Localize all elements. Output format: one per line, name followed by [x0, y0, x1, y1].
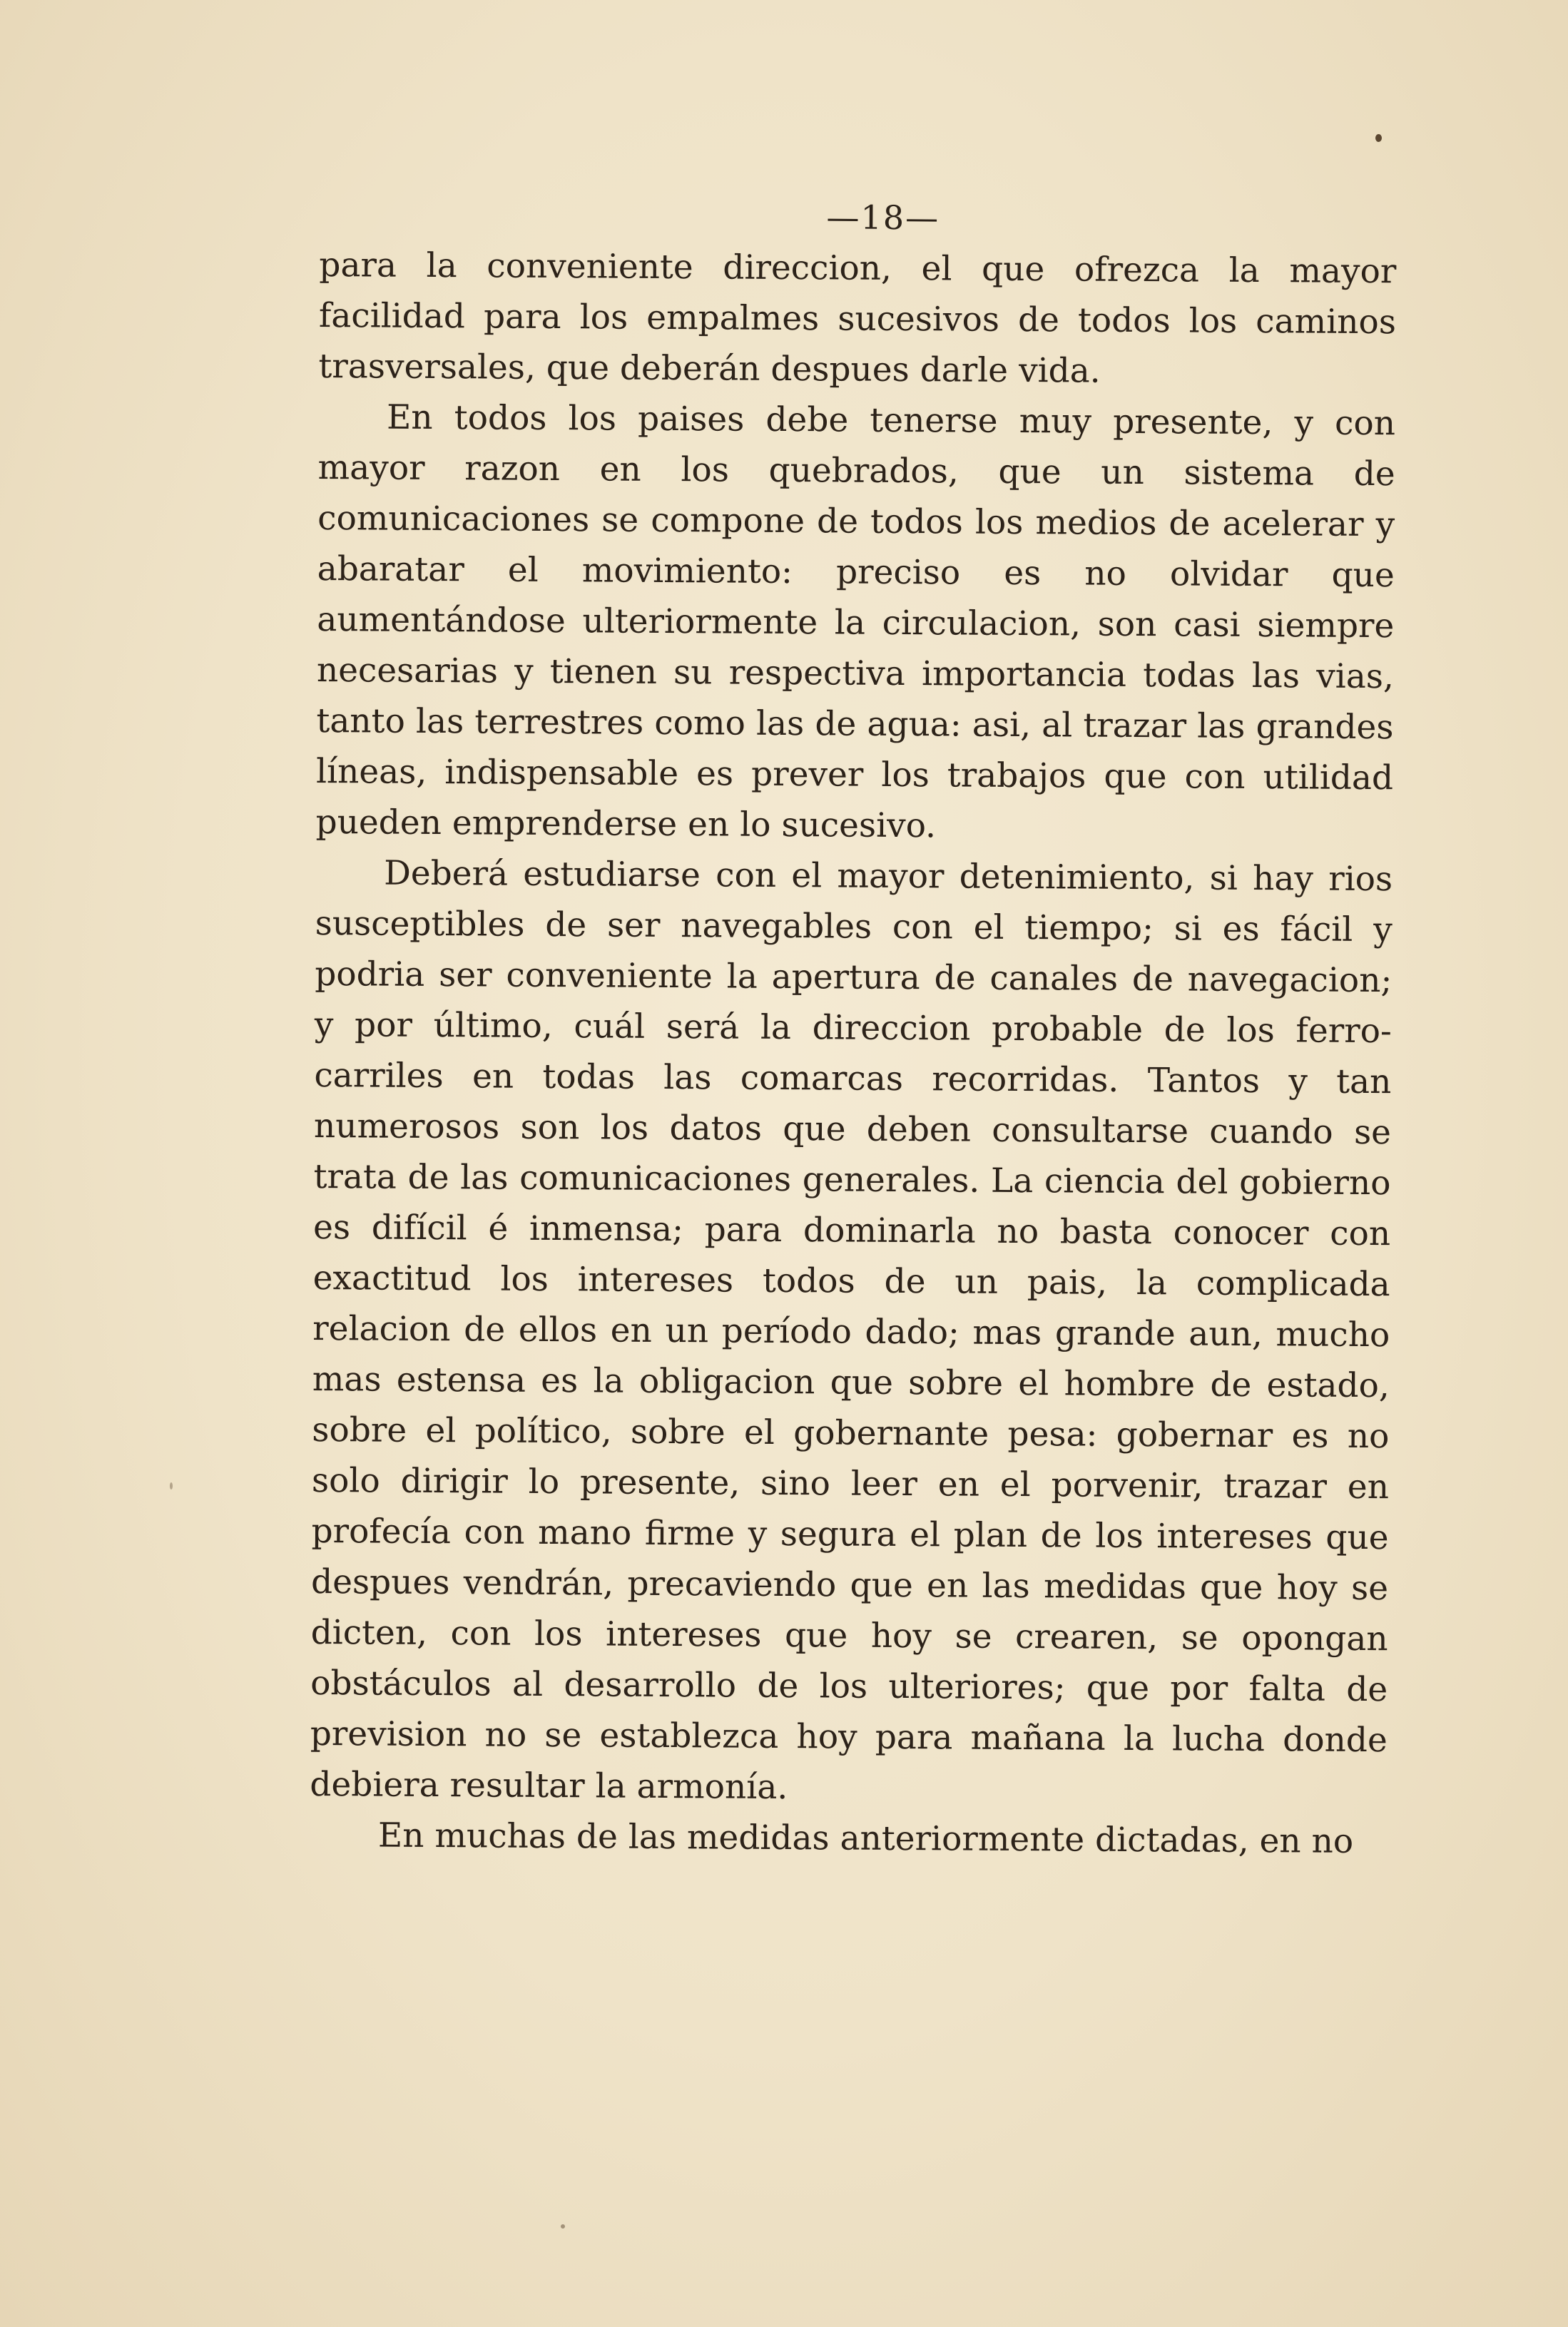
paragraph: Deberá estudiarse con el mayor detenimiento, si hay rios susceptibles de ser navegables con el tiempo; si es fácil y podria ser conveniente la apertura de canales de navegacion; y por último, cuál será la direccion probable de los ferro-carriles en todas las comarcas recorridas. Tantos y tan numerosos son los datos que deben consultarse cuando se trata de las comunicaciones generales. La ciencia del gobierno es difícil é inmensa; para dominarla no basta conocer con exactitud los intereses todos de un pais, la complicada relacion de ellos en un período dado; mas grande aun, mucho mas estensa es la obligacion que sobre el hombre de estado, sobre el político, sobre el gobernante pesa: gobernar es no solo dirigir lo presente, sino leer en el porvenir, trazar en profecía con mano firme y segura el plan de los intereses que despues vendrán, precaviendo que en las medidas que hoy se dicten, con los intereses que hoy se crearen, se opongan obstáculos al desarrollo de los ulteriores; que por falta de prevision no se establezca hoy para mañana la lucha donde debiera resultar la armonía.	[310, 853, 1393, 1808]
paragraph: En todos los paises debe tenerse muy presente, y con mayor razon en los quebrados, que un sistema de comunicaciones se compone de todos los medios de acelerar y abaratar el movimiento: preciso es no olvidar que aumentándose ulteriormente la circulacion, son casi siempre necesarias y tienen su respectiva importancia todas las vias, tanto las terrestres como las de agua: asi, al trazar las grandes líneas, indispensable es prever los trabajos que con utilidad pueden emprenderse en lo sucesivo.	[315, 397, 1396, 846]
ink-speck	[561, 2224, 565, 2229]
ink-speck	[1375, 134, 1382, 142]
page-number: —18—	[826, 198, 940, 238]
ink-speck	[170, 1482, 173, 1490]
text-block	[310, 193, 1397, 1867]
paragraph: En muchas de las medidas anteriormente dictadas, en no	[377, 1816, 1354, 1861]
paragraph-continuation: para la conveniente direccion, el que ofrezca la mayor facilidad para los empalmes sucesivos de todos los caminos trasversales, que deberán despues darle vida.	[318, 245, 1397, 391]
